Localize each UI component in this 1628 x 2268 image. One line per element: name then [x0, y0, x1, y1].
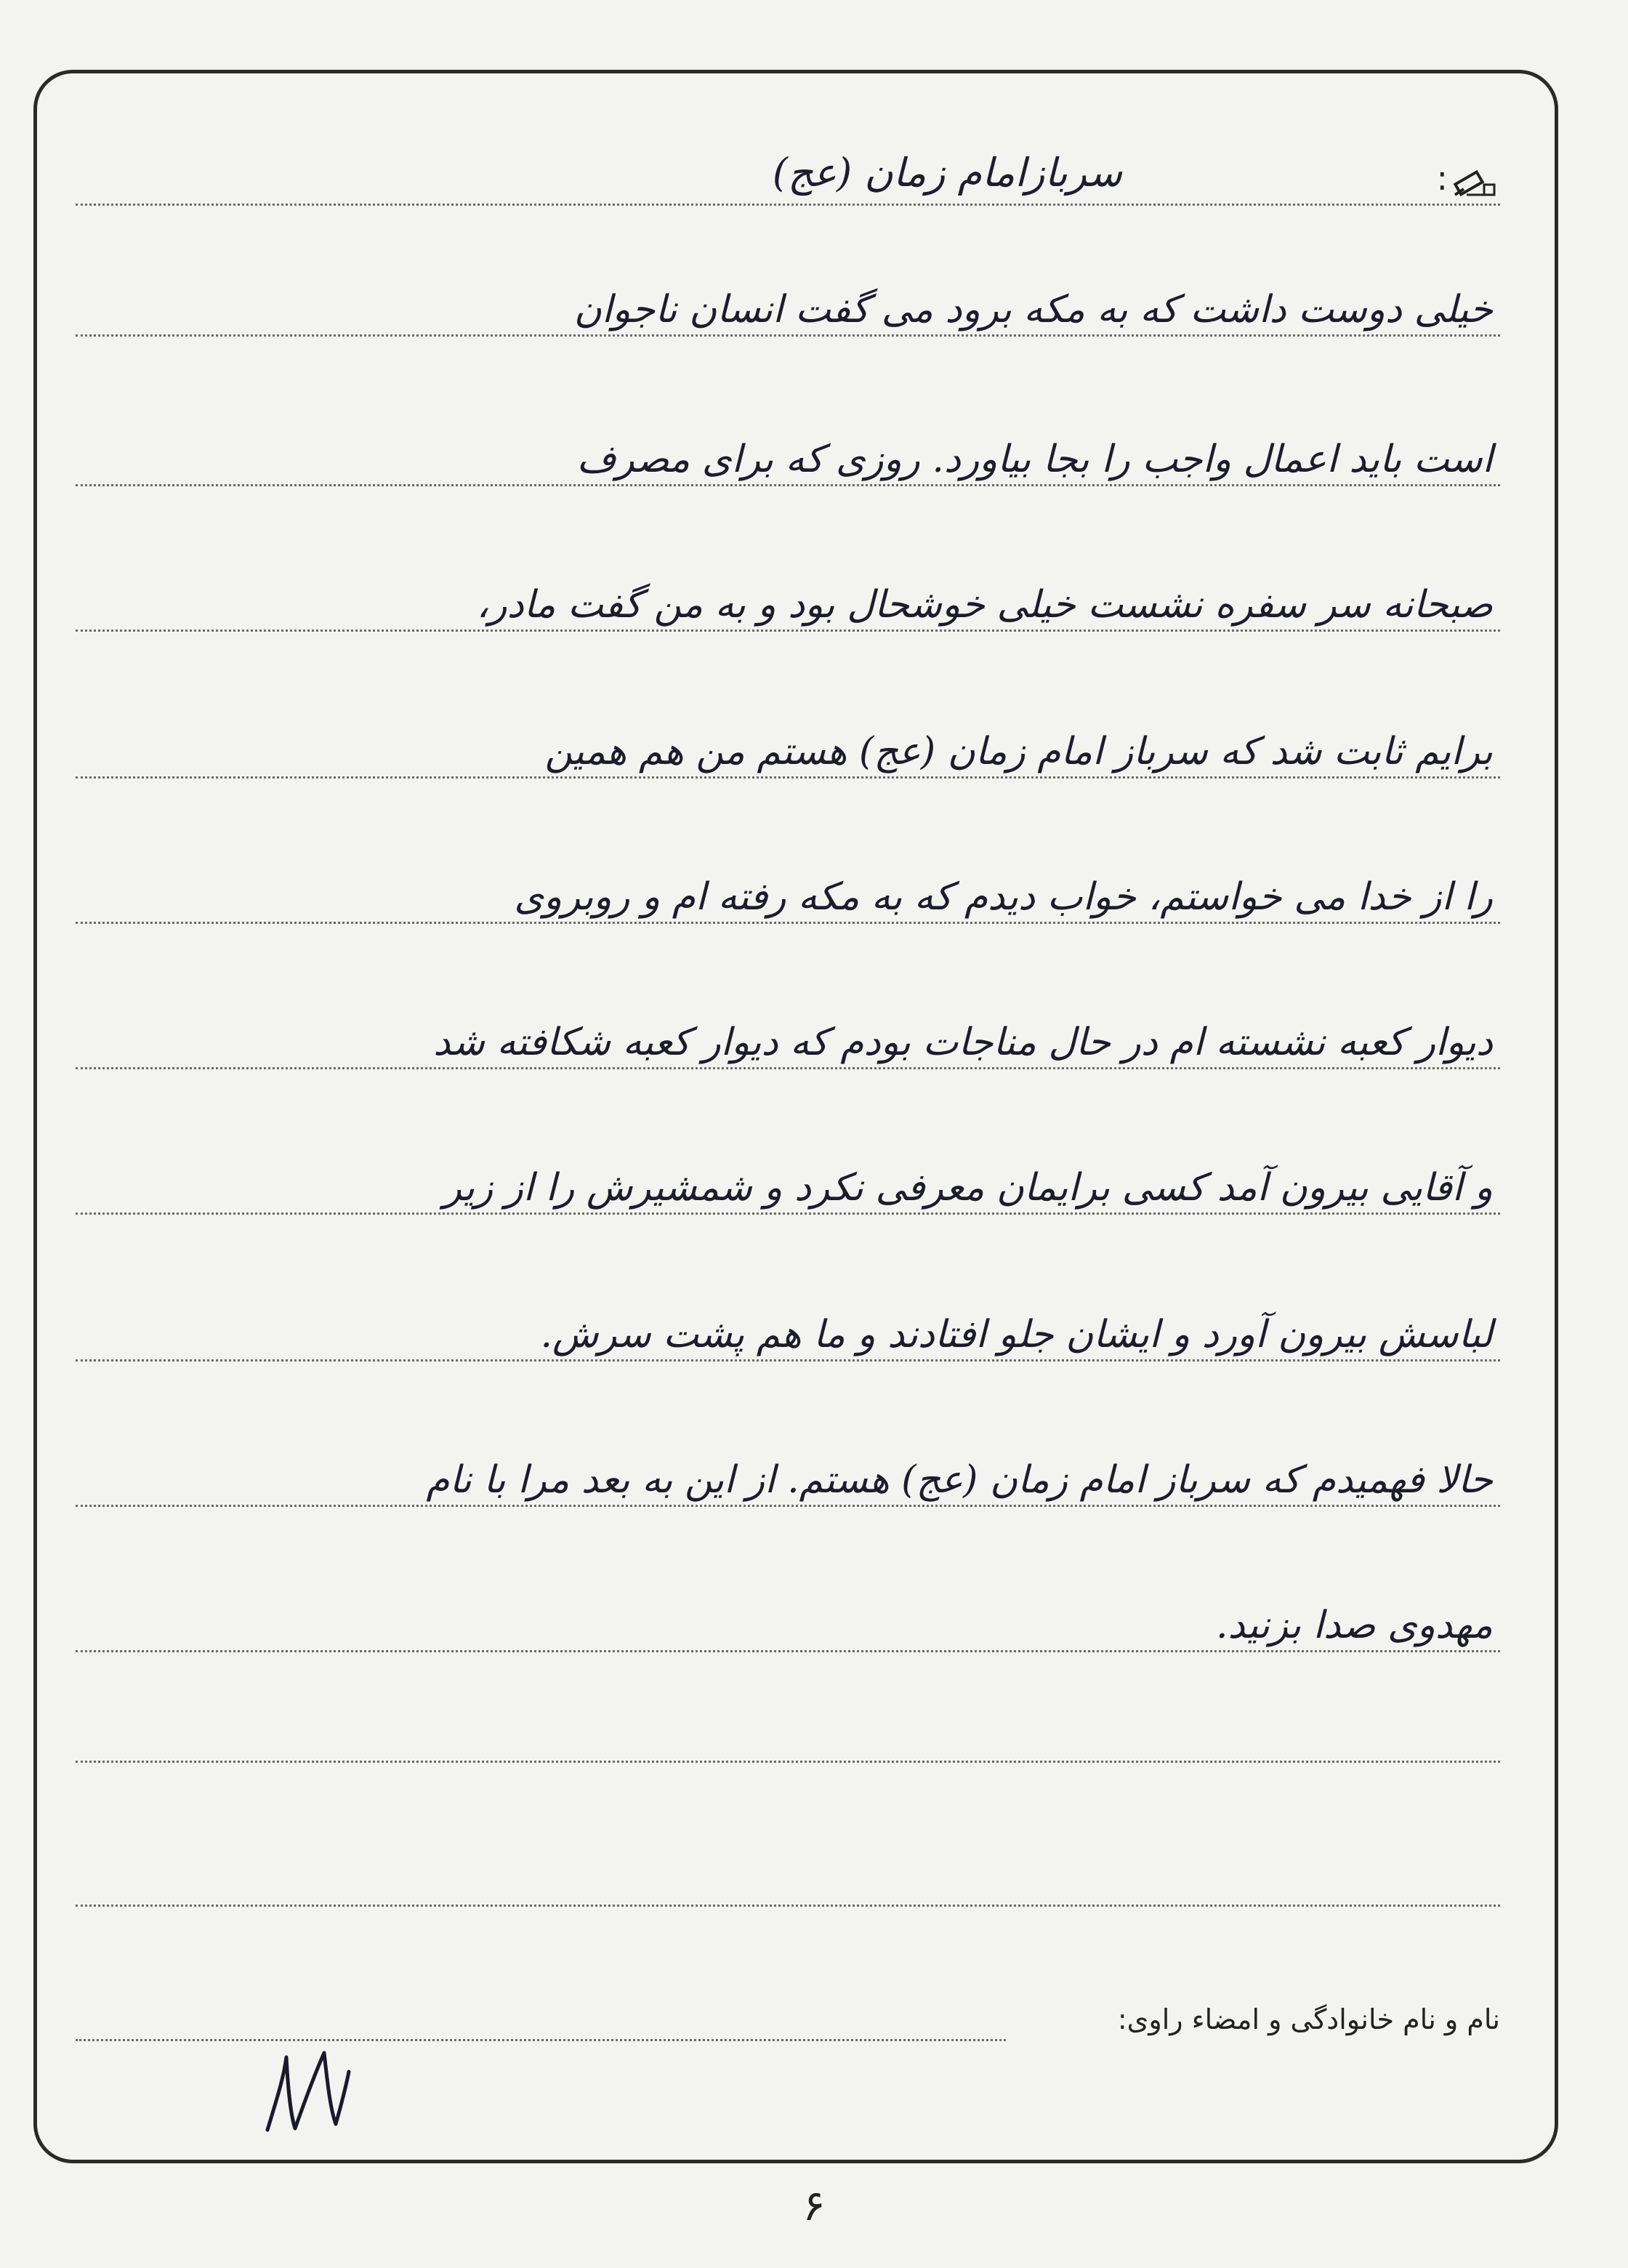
text-line: [76, 1021, 1500, 1069]
text-line: [76, 1858, 1500, 1907]
text-line: [76, 1604, 1500, 1652]
text-line: [76, 1166, 1500, 1215]
pen-writing-icon: [1451, 163, 1499, 199]
line-text: لباسش بیرون آورد و ایشان جلو افتادند و ما هم پشت سرش.: [540, 1313, 1493, 1356]
handwritten-signature: [254, 2043, 356, 2137]
line-text: صبحانه سر سفره نشست خیلی خوشحال بود و به من گفت مادر،: [476, 583, 1493, 627]
line-text: است باید اعمال واجب را بجا بیاورد. روزی که برای مصرف: [576, 438, 1493, 481]
line-text: و آقایی بیرون آمد کسی برایمان معرفی نکرد و شمشیرش را از زیر: [443, 1166, 1493, 1210]
text-line: [76, 875, 1500, 924]
text-line: [76, 288, 1500, 337]
title-row: [76, 150, 1500, 206]
page-title: سربازامام زمان (عج): [772, 150, 1122, 196]
line-text: برایم ثابت شد که سرباز امام زمان (عج) هستم من هم همین: [544, 730, 1493, 773]
title-colon: :: [1436, 158, 1448, 198]
line-text: حالا فهمیدم که سرباز امام زمان (عج) هستم. از این به بعد مرا با نام: [426, 1458, 1493, 1502]
line-text: دیوار کعبه نشسته ام در حال مناجات بودم که دیوار کعبه شکافته شد: [433, 1021, 1493, 1064]
text-line: [76, 730, 1500, 779]
text-line: [76, 1714, 1500, 1763]
page-frame: [33, 70, 1558, 2163]
text-line: [76, 1458, 1500, 1507]
text-line: [76, 1313, 1500, 1362]
page-number: ۶: [802, 2181, 826, 2230]
text-line: [76, 438, 1500, 486]
text-line: [76, 583, 1500, 632]
narrator-label: نام و نام خانوادگی و امضاء راوی:: [1117, 2003, 1500, 2035]
narrator-signature-row: [76, 2003, 1500, 2047]
line-text: را از خدا می خواستم، خواب دیدم که به مکه رفته ام و روبروی: [514, 875, 1493, 919]
line-text: مهدوی صدا بزنید.: [1215, 1604, 1493, 1647]
signature-dotted-line: [76, 2039, 1006, 2041]
line-text: خیلی دوست داشت که به مکه برود می گفت انسان ناجوان: [573, 288, 1493, 331]
